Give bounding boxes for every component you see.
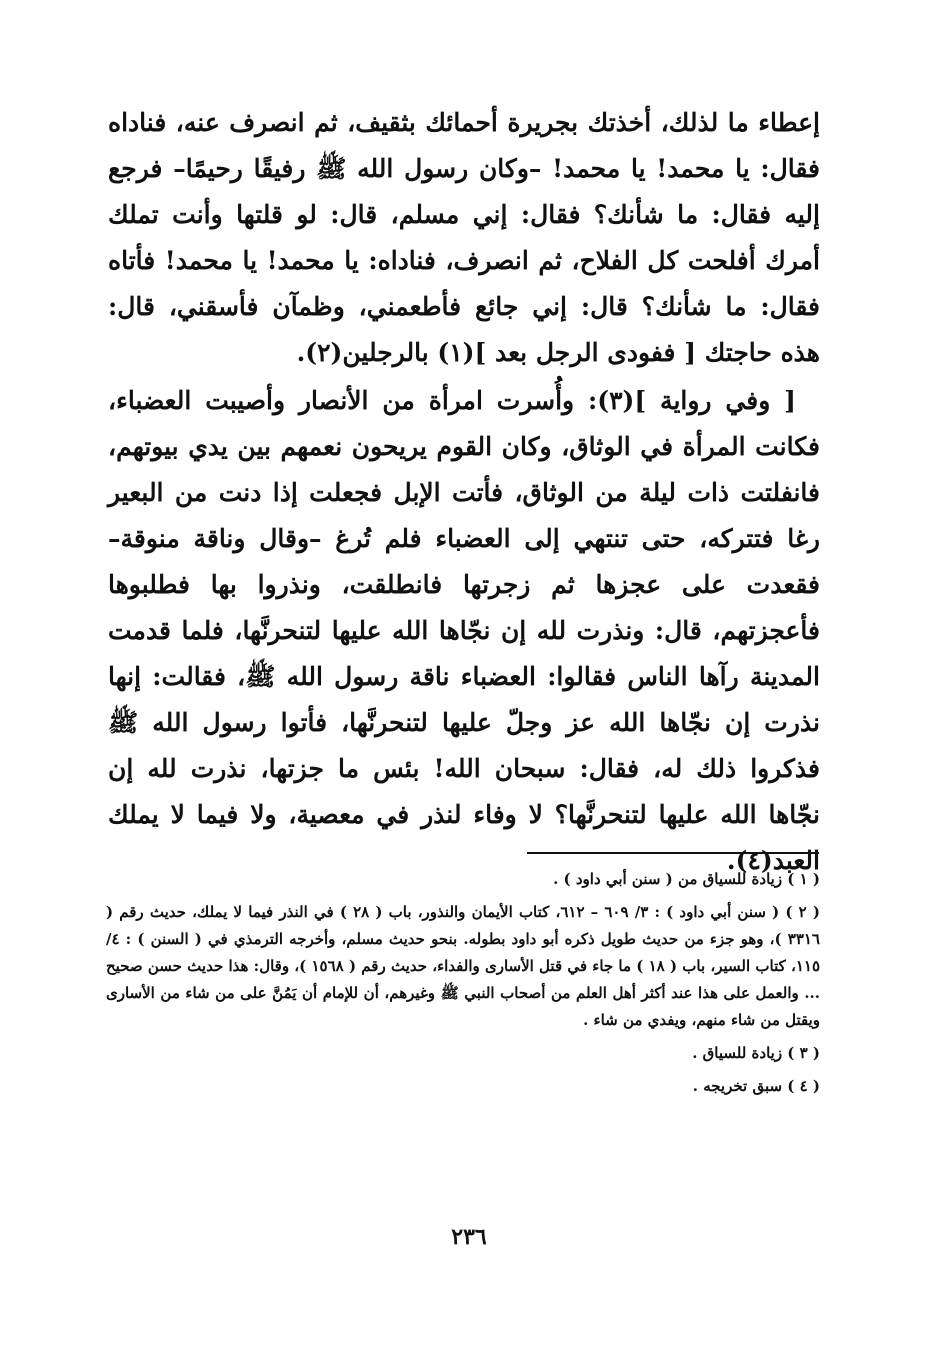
footnote-separator bbox=[527, 852, 819, 854]
paragraph-2: [ وفي رواية ](٣): وأُسرت امرأة من الأنصار وأصيبت العضباء، فكانت المرأة في الوثاق، وكان القوم يريحون نعمهم بين يدي بيوتهم، فانفلتت ذات ليلة من الوثاق، فأتت الإبل فجعلت إذا دنت من البعير رغا فتتركه، حتى تنتهي إلى العضباء فلم تُرغ –وقال وناقة منوقة– فقعدت على عجزها ثم زجرتها فانطلقت، ونذروا بها فطلبوها فأعجزتهم، قال: ونذرت لله إن نجّاها الله عليها لتنحرنَّها، فلما قدمت المدينة رآها الناس فقالوا: العضباء ناقة رسول الله ﷺ، فقالت: إنها نذرت إن نجّاها الله عز وجلّ عليها لتنحرنَّها، فأتوا رسول الله ﷺ فذكروا ذلك له، فقال: سبحان الله! بئس ما جزتها، نذرت لله إن نجّاها الله عليها لتنحرنَّها؟ لا وفاء لنذر في معصية، ولا فيما لا يملك العبد(٤). bbox=[108, 386, 820, 875]
main-text bbox=[108, 100, 820, 884]
footnote-2: ( ٢ ) ( سنن أبي داود ) : ٣/ ٦٠٩ – ٦١٢، كتاب الأيمان والنذور، باب ( ٢٨ ) في النذر فيما لا يملك، حديث رقم ( ٣٣١٦ )، وهو جزء من حديث طويل ذكره أبو داود بطوله. بنحو حديث مسلم، وأخرجه الترمذي في ( السنن ) : ٤/ ١١٥، كتاب السير، باب ( ١٨ ) ما جاء في قتل الأسارى والفداء، حديث رقم ( ١٥٦٨ )، وقال: هذا حديث حسن صحيح ... والعمل على هذا عند أكثر أهل العلم من أصحاب النبي ﷺ وغيرهم، أن للإمام أن يَمُنَّ على من شاء من الأسارى ويقتل من شاء منهم، ويفدي من شاء . bbox=[106, 903, 820, 1029]
footnotes bbox=[106, 866, 820, 1106]
footnote-1: ( ١ ) زيادة للسياق من ( سنن أبي داود ) . bbox=[553, 870, 820, 888]
paragraph-1: إعطاء ما لذلك، أخذتك بجريرة أحمائك بثقيف، ثم انصرف عنه، فناداه فقال: يا محمد! يا محمد! –وكان رسول الله ﷺ رفيقًا رحيمًا– فرجع إليه فقال: ما شأنك؟ فقال: إني مسلم، قال: لو قلتها وأنت تملك أمرك أفلحت كل الفلاح، ثم انصرف، فناداه: يا محمد! يا محمد! فأتاه فقال: ما شأنك؟ قال: إني جائع فأطعمني، وظمآن فأسقني، قال: هذه حاجتك [ ففودى الرجل بعد ](١) بالرجلين(٢). bbox=[108, 108, 820, 367]
footnote-4: ( ٤ ) سبق تخريجه . bbox=[692, 1077, 820, 1095]
footnote-3: ( ٣ ) زيادة للسياق . bbox=[692, 1044, 820, 1062]
page-number: ٢٣٦ bbox=[451, 1224, 487, 1250]
